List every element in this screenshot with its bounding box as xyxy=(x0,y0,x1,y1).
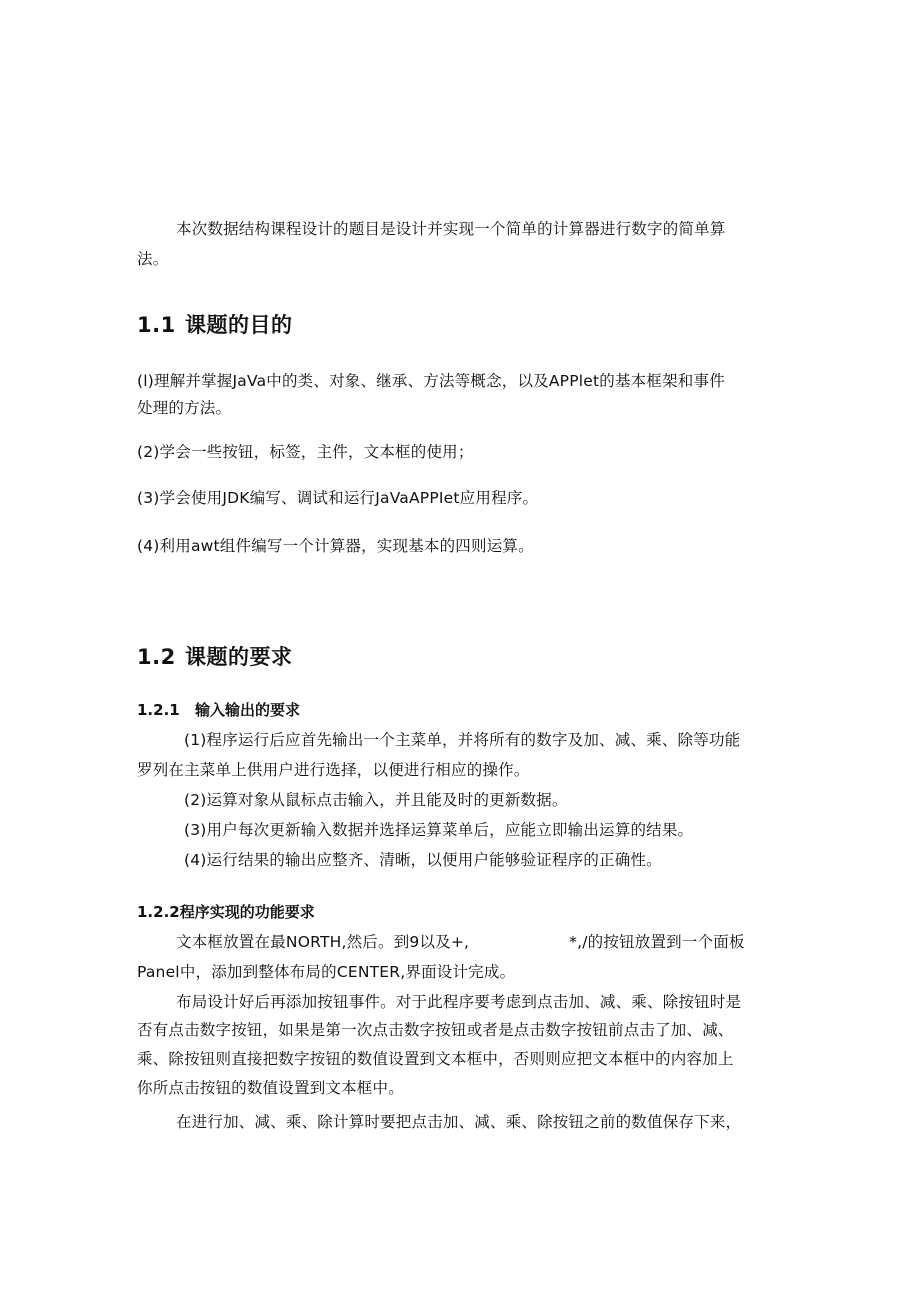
section-number: 1.2 xyxy=(137,645,176,669)
function-para-2-line-2: 否有点击数字按钮，如果是第一次点击数字按钮或者是点击数字按钮前点击了加、减、 xyxy=(137,1021,734,1039)
objective-item-1-line-2: 处理的方法。 xyxy=(137,399,232,417)
io-req-line-4: (3)用户每次更新输入数据并选择运算菜单后，应能立即输出运算的结果。 xyxy=(184,821,694,839)
io-req-line-1: (1)程序运行后应首先输出一个主菜单，并将所有的数字及加、减、乘、除等功能 xyxy=(184,731,741,749)
section-title: 课题的目的 xyxy=(185,313,293,337)
para-fragment: *,/的按钮放置到一个面板 xyxy=(569,933,745,951)
objective-item-4: (4)利用awt组件编写一个计算器，实现基本的四则运算。 xyxy=(137,537,534,555)
subsection-1-2-1-heading xyxy=(137,695,300,725)
intro-line-1: 本次数据结构课程设计的题目是设计并实现一个简单的计算器进行数字的简单算 xyxy=(176,220,726,238)
para-fragment: 文本框放置在最NORTH,然后。到9以及+, xyxy=(176,933,470,951)
io-req-line-5: (4)运行结果的输出应整齐、清晰，以便用户能够验证程序的正确性。 xyxy=(184,851,662,869)
section-1-1-heading xyxy=(137,310,293,340)
objective-item-1-line-1: (l)理解并掌握JaVa中的类、对象、继承、方法等概念，以及APPlet的基本框架和事件 xyxy=(137,372,725,390)
function-para-1-line-2: Panel中，添加到整体布局的CENTER,界面设计完成。 xyxy=(137,963,516,981)
objective-item-3: (3)学会使用JDK编写、调试和运行JaVaAPPIet应用程序。 xyxy=(137,489,539,507)
function-para-3-line-1: 在进行加、减、乘、除计算时要把点击加、减、乘、除按钮之前的数值保存下来， xyxy=(176,1113,742,1131)
objective-item-2: (2)学会一些按钮，标签，主件，文本框的使用； xyxy=(137,443,474,461)
io-req-line-3: (2)运算对象从鼠标点击输入，并且能及时的更新数据。 xyxy=(184,791,568,809)
section-number: 1.1 xyxy=(137,313,176,337)
section-1-2-heading xyxy=(137,642,293,672)
intro-line-2: 法。 xyxy=(137,250,169,268)
function-para-2-line-3: 乘、除按钮则直接把数字按钮的数值设置到文本框中，否则则应把文本框中的内容加上 xyxy=(137,1050,734,1068)
function-para-2-line-4: 你所点击按钮的数值设置到文本框中。 xyxy=(137,1079,404,1097)
subsection-1-2-2-heading: 1.2.2程序实现的功能要求 xyxy=(137,903,315,921)
function-para-1-line-1 xyxy=(176,927,745,957)
subsection-number: 1.2.1 xyxy=(137,701,180,719)
function-para-2-line-1: 布局设计好后再添加按钮事件。对于此程序要考虑到点击加、减、乘、除按钮时是 xyxy=(176,993,742,1011)
subsection-title: 输入输出的要求 xyxy=(195,701,301,719)
io-req-line-2: 罗列在主菜单上供用户进行选择，以便进行相应的操作。 xyxy=(137,761,530,779)
section-title: 课题的要求 xyxy=(185,645,293,669)
